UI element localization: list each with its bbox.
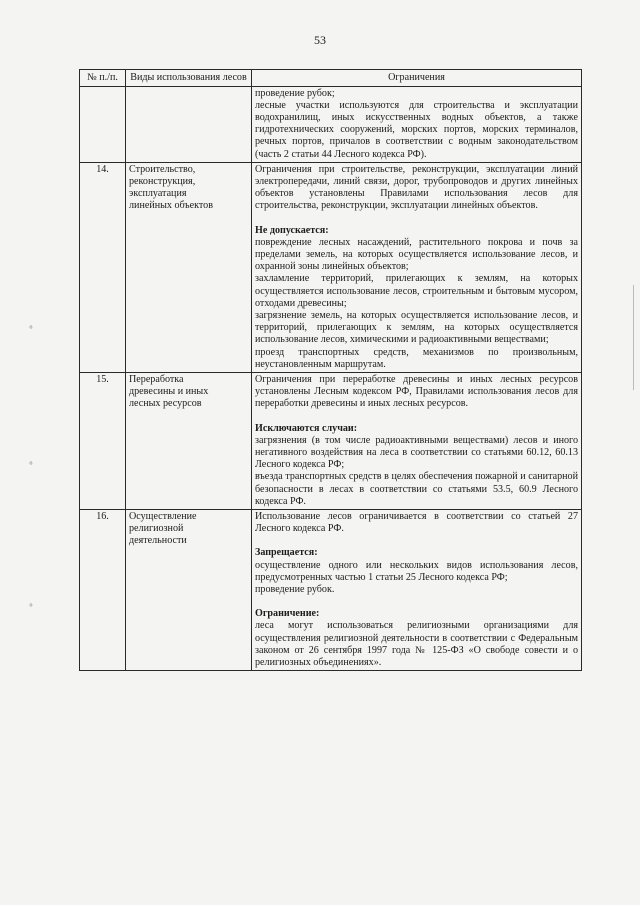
scan-edge-line [633, 285, 634, 390]
usage-kind-line: религиозной [129, 523, 184, 535]
usage-kind-line: реконструкция, [129, 175, 196, 187]
restriction-paragraph: Ограничения при переработке древесины и иных лесных ресурсов установлены Лесным кодексом РФ, Правилами использования лесов для переработки древесины и иных лесных ресурсов. [255, 373, 578, 410]
restrictions-table [79, 69, 582, 671]
restriction-paragraph: повреждение лесных насаждений, растительного покрова и почв за пределами земель, на которых осуществляется использование лесов, и охранной зоны линейных объектов; [255, 236, 578, 273]
restriction-paragraph: загрязнение земель, на которых осуществляется использование лесов, и территорий, прилегающих к землям, на которых осуществляется использование лесов, химическими и радиоактивными веществами; [255, 309, 578, 346]
table-row [80, 372, 582, 509]
usage-kind-line: деятельности [129, 535, 187, 547]
paragraph-gap [255, 535, 578, 547]
usage-kind-line: лесных ресурсов [129, 398, 202, 410]
restriction-paragraph: захламление территорий, прилегающих к землям, на которых осуществляется использование лесов, строительным и бытовым мусором, отходами древесины; [255, 273, 578, 309]
header-restrictions: Ограничения [252, 70, 582, 87]
row-number: 16. [80, 510, 126, 671]
section-heading: Запрещается: [255, 547, 318, 559]
margin-mark: ᵒ [29, 601, 33, 612]
section-heading: Исключаются случаи: [255, 422, 358, 434]
restriction-paragraph: осуществление одного или нескольких видов использования лесов, предусмотренных частью 1 статьи 25 Лесного кодекса РФ; [255, 559, 578, 583]
usage-kind-cell [126, 162, 252, 372]
usage-kind-line: древесины и иных [129, 386, 209, 398]
header-num: № п./п. [80, 70, 126, 87]
margin-mark: ᵒ [29, 323, 33, 334]
section-heading: Не допускается: [255, 224, 329, 236]
usage-kind-line: Переработка [129, 373, 184, 385]
header-kind: Виды использования лесов [126, 70, 252, 87]
restriction-paragraph: лесные участки используются для строительства и эксплуатации водохранилищ, иных искусственных водных объектов, а также гидротехнических сооружений, морских портов, морских терминалов, речных портов, причалов в соответствии с водным законодательством (часть 2 статьи 44 Лесного кодекса РФ). [255, 99, 578, 160]
paragraph-gap [255, 213, 578, 225]
page-number: 53 [314, 33, 326, 47]
restriction-paragraph: загрязнения (в том числе радиоактивными веществами) лесов и иного негативного воздействия на леса в соответствии со статьями 60.12, 60.13 Лесного кодекса РФ; [255, 434, 578, 471]
margin-mark: ᵒ [29, 459, 33, 470]
usage-kind-line: эксплуатация [129, 188, 187, 200]
heading-paragraph [255, 547, 578, 559]
row-number: 14. [80, 162, 126, 372]
usage-kind-line: Строительство, [129, 163, 196, 175]
restrictions-cell [252, 162, 582, 372]
table-row [80, 510, 582, 671]
paragraph-gap [255, 596, 578, 608]
table-row [80, 162, 582, 372]
usage-kind-line: линейных объектов [129, 200, 213, 212]
restriction-paragraph: проведение рубок. [255, 584, 335, 596]
heading-paragraph [255, 423, 578, 435]
heading-paragraph [255, 608, 578, 620]
usage-kind-cell [126, 86, 252, 162]
usage-kind-cell [126, 372, 252, 509]
paragraph-gap [255, 411, 578, 423]
restriction-paragraph: Использование лесов ограничивается в соответствии со статьей 27 Лесного кодекса РФ. [255, 511, 578, 535]
heading-paragraph [255, 225, 578, 237]
row-number [80, 86, 126, 162]
restrictions-cell [252, 372, 582, 509]
restrictions-cell [252, 510, 582, 671]
restriction-paragraph: леса могут использоваться религиозными организациями для осуществления религиозной деятельности в соответствии с Федеральным законом от 26 сентября 1997 года № 125-ФЗ «О свободе совести и о религиозных объединениях». [255, 620, 578, 669]
restrictions-cell [252, 86, 582, 162]
row-number: 15. [80, 372, 126, 509]
restriction-paragraph: проведение рубок; [255, 87, 335, 99]
restriction-paragraph: въезда транспортных средств в целях обеспечения пожарной и санитарной безопасности в лесах в соответствии со статьями 53.5, 60.9 Лесного кодекса РФ. [255, 471, 578, 507]
usage-kind-cell [126, 510, 252, 671]
restriction-paragraph: Ограничения при строительстве, реконструкции, эксплуатации линий электропередачи, линий связи, дорог, трубопроводов и других линейных объектов установлены Правилами использования лесов для строительства, реконструкции, эксплуатации линейных объектов. [255, 163, 578, 212]
table-row [80, 86, 582, 162]
table-header-row [80, 70, 582, 87]
usage-kind-line: Осуществление [129, 511, 197, 522]
restriction-paragraph: проезд транспортных средств, механизмов по произвольным, неустановленным маршрутам. [255, 346, 578, 370]
section-heading: Ограничение: [255, 608, 320, 620]
